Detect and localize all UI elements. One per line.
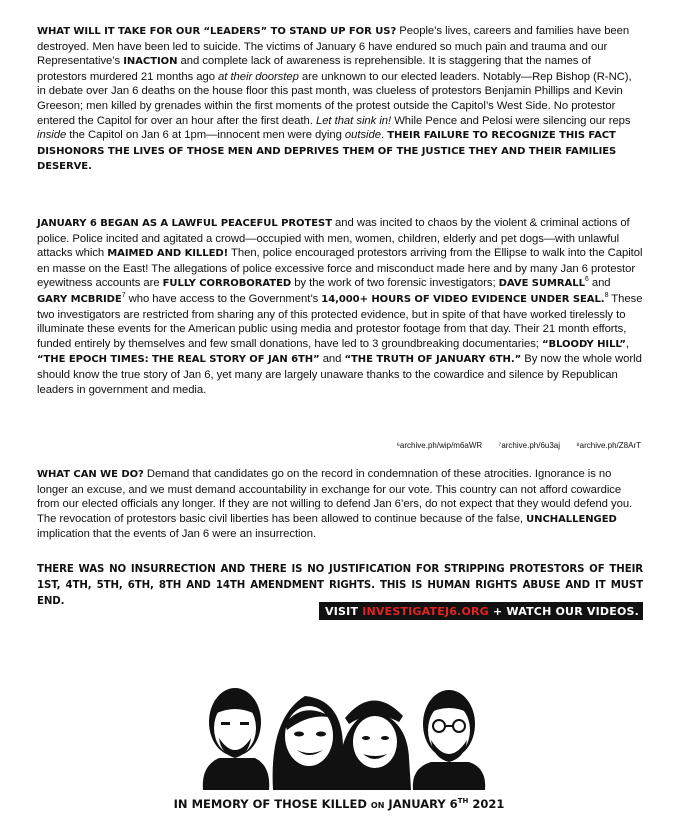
portrait-1: [203, 688, 269, 790]
lead-heading: JANUARY 6 BEGAN AS A LAWFUL PEACEFUL PROTEST: [37, 218, 332, 229]
website-link[interactable]: INVESTIGATEJ6.ORG: [362, 605, 489, 618]
footnote-6: ⁶archive.ph/wip/m6aWR: [396, 441, 483, 450]
lead-heading: WHAT WILL IT TAKE FOR OUR “LEADERS” TO STAND UP FOR US?: [37, 26, 397, 37]
paragraph-leaders: WHAT WILL IT TAKE FOR OUR “LEADERS” TO STAND UP FOR US? People’s lives, careers and families have been destroyed. Men have been led to suicide. The victims of January 6 have endured so much pain and trauma and our Representative’s INACTION and complete lack of awareness is reprehensible. It is staggering that the names of protestors murdered 21 months ago at their doorstep are unknown to our elected leaders. Notably—Rep Bishop (R-NC), in debate over Jan 6 deaths on the house floor this past month, was clueless of protestors Benjamin Phillips and Kevin Greeson; men killed by grenades within the first moments of the protest outside the Capitol’s West Side. No protestor entered the Capitol for over an hour after the first death. Let that sink in! While Pence and Pelosi were silencing our reps inside the Capitol on Jan 6 at 1pm—innocent men were dying outside. THEIR FAILURE TO RECOGNIZE THIS FACT DISHONORS THE LIVES OF THOSE MEN AND DEPRIVES THEM OF THE JUSTICE THEY AND THEIR FAMILIES DESERVE.: [37, 25, 632, 173]
paragraph-what-can-we-do: WHAT CAN WE DO? Demand that candidates go on the record in condemnation of these atrocities. Ignorance is no longer an excuse, and we must demand accountability in exchange for our vote. This country can not afford cowardice from our elected officials any longer. If they are not willing to defend Jan 6’ers, do not expect that they would defend you. The revocation of protestors basic civil liberties has been allowed to continue because of the false, UNCHALLENGED implication that the events of Jan 6 were an insurrection.: [37, 468, 633, 541]
inaction-emphasis: INACTION: [123, 56, 178, 68]
failure-emphasis: THEIR FAILURE TO RECOGNIZE THIS FACT DISHONORS THE LIVES OF THOSE MEN AND DEPRIVES THEM OF THE JUSTICE THEY AND THEIR FAMILIES DESERVE.: [37, 130, 617, 173]
portrait-4: [413, 690, 485, 790]
portrait-3: [339, 700, 411, 790]
portrait-2: [273, 696, 345, 790]
paragraph-january6: JANUARY 6 BEGAN AS A LAWFUL PEACEFUL PROTEST and was incited to chaos by the violent & criminal actions of police. Police incited and agitated a crowd—occupied with men, women, children, elderly and pet dogs—with unlawful attacks which MAIMED AND KILLED! Then, police encouraged protestors arriving from the Ellipse to walk into the Capitol en masse on the East! The allegations of police excessive force and misconduct made here and by many Jan 6 protestor eyewitness accounts are FULLY CORROBORATED by the work of two forensic investigators; DAVE SUMRALL$^6$ and GARY MCBRIDE$^7$ who have access to the Government’s 14,000+ HOURS OF VIDEO EVIDENCE UNDER SEAL.$^8$ These two investigators are restricted from sharing any of this protected evidence, but in spite of that have worked tirelessly to illuminate these events for the American public using media and protestor footage from that day. Their 21 month efforts, funded entirely by themselves and few small donations, have led to 3 groundbreaking documentaries; “BLOODY HILL”, “THE EPOCH TIMES: THE REAL STORY OF JAN 6TH” and “THE TRUTH OF JANUARY 6TH.” By now the whole world should know the true story of Jan 6, yet many are largely unaware thanks to the cowardice and silence by Republican leaders in government and media.: [37, 217, 643, 396]
memorial-caption: IN MEMORY OF THOSE KILLED ON JANUARY 6TH 2021: [173, 797, 505, 811]
lead-heading: WHAT CAN WE DO?: [37, 469, 144, 480]
visit-banner[interactable]: VISIT INVESTIGATEJ6.ORG + WATCH OUR VIDEOS.: [319, 602, 643, 620]
final-statement: THERE WAS NO INSURRECTION AND THERE IS NO JUSTIFICATION FOR STRIPPING PROTESTORS OF THEIR 1ST, 4TH, 5TH, 6TH, 8TH AND 14TH AMENDMENT RIGHTS. THIS IS HUMAN RIGHTS ABUSE AND IT MUST END.: [37, 564, 643, 607]
footnotes: [383, 441, 641, 450]
memorial-portraits: [185, 678, 491, 790]
footnote-7: ⁷archive.ph/6u3aj: [498, 441, 561, 450]
footnote-8: ⁸archive.ph/Z8ArT: [576, 441, 641, 450]
